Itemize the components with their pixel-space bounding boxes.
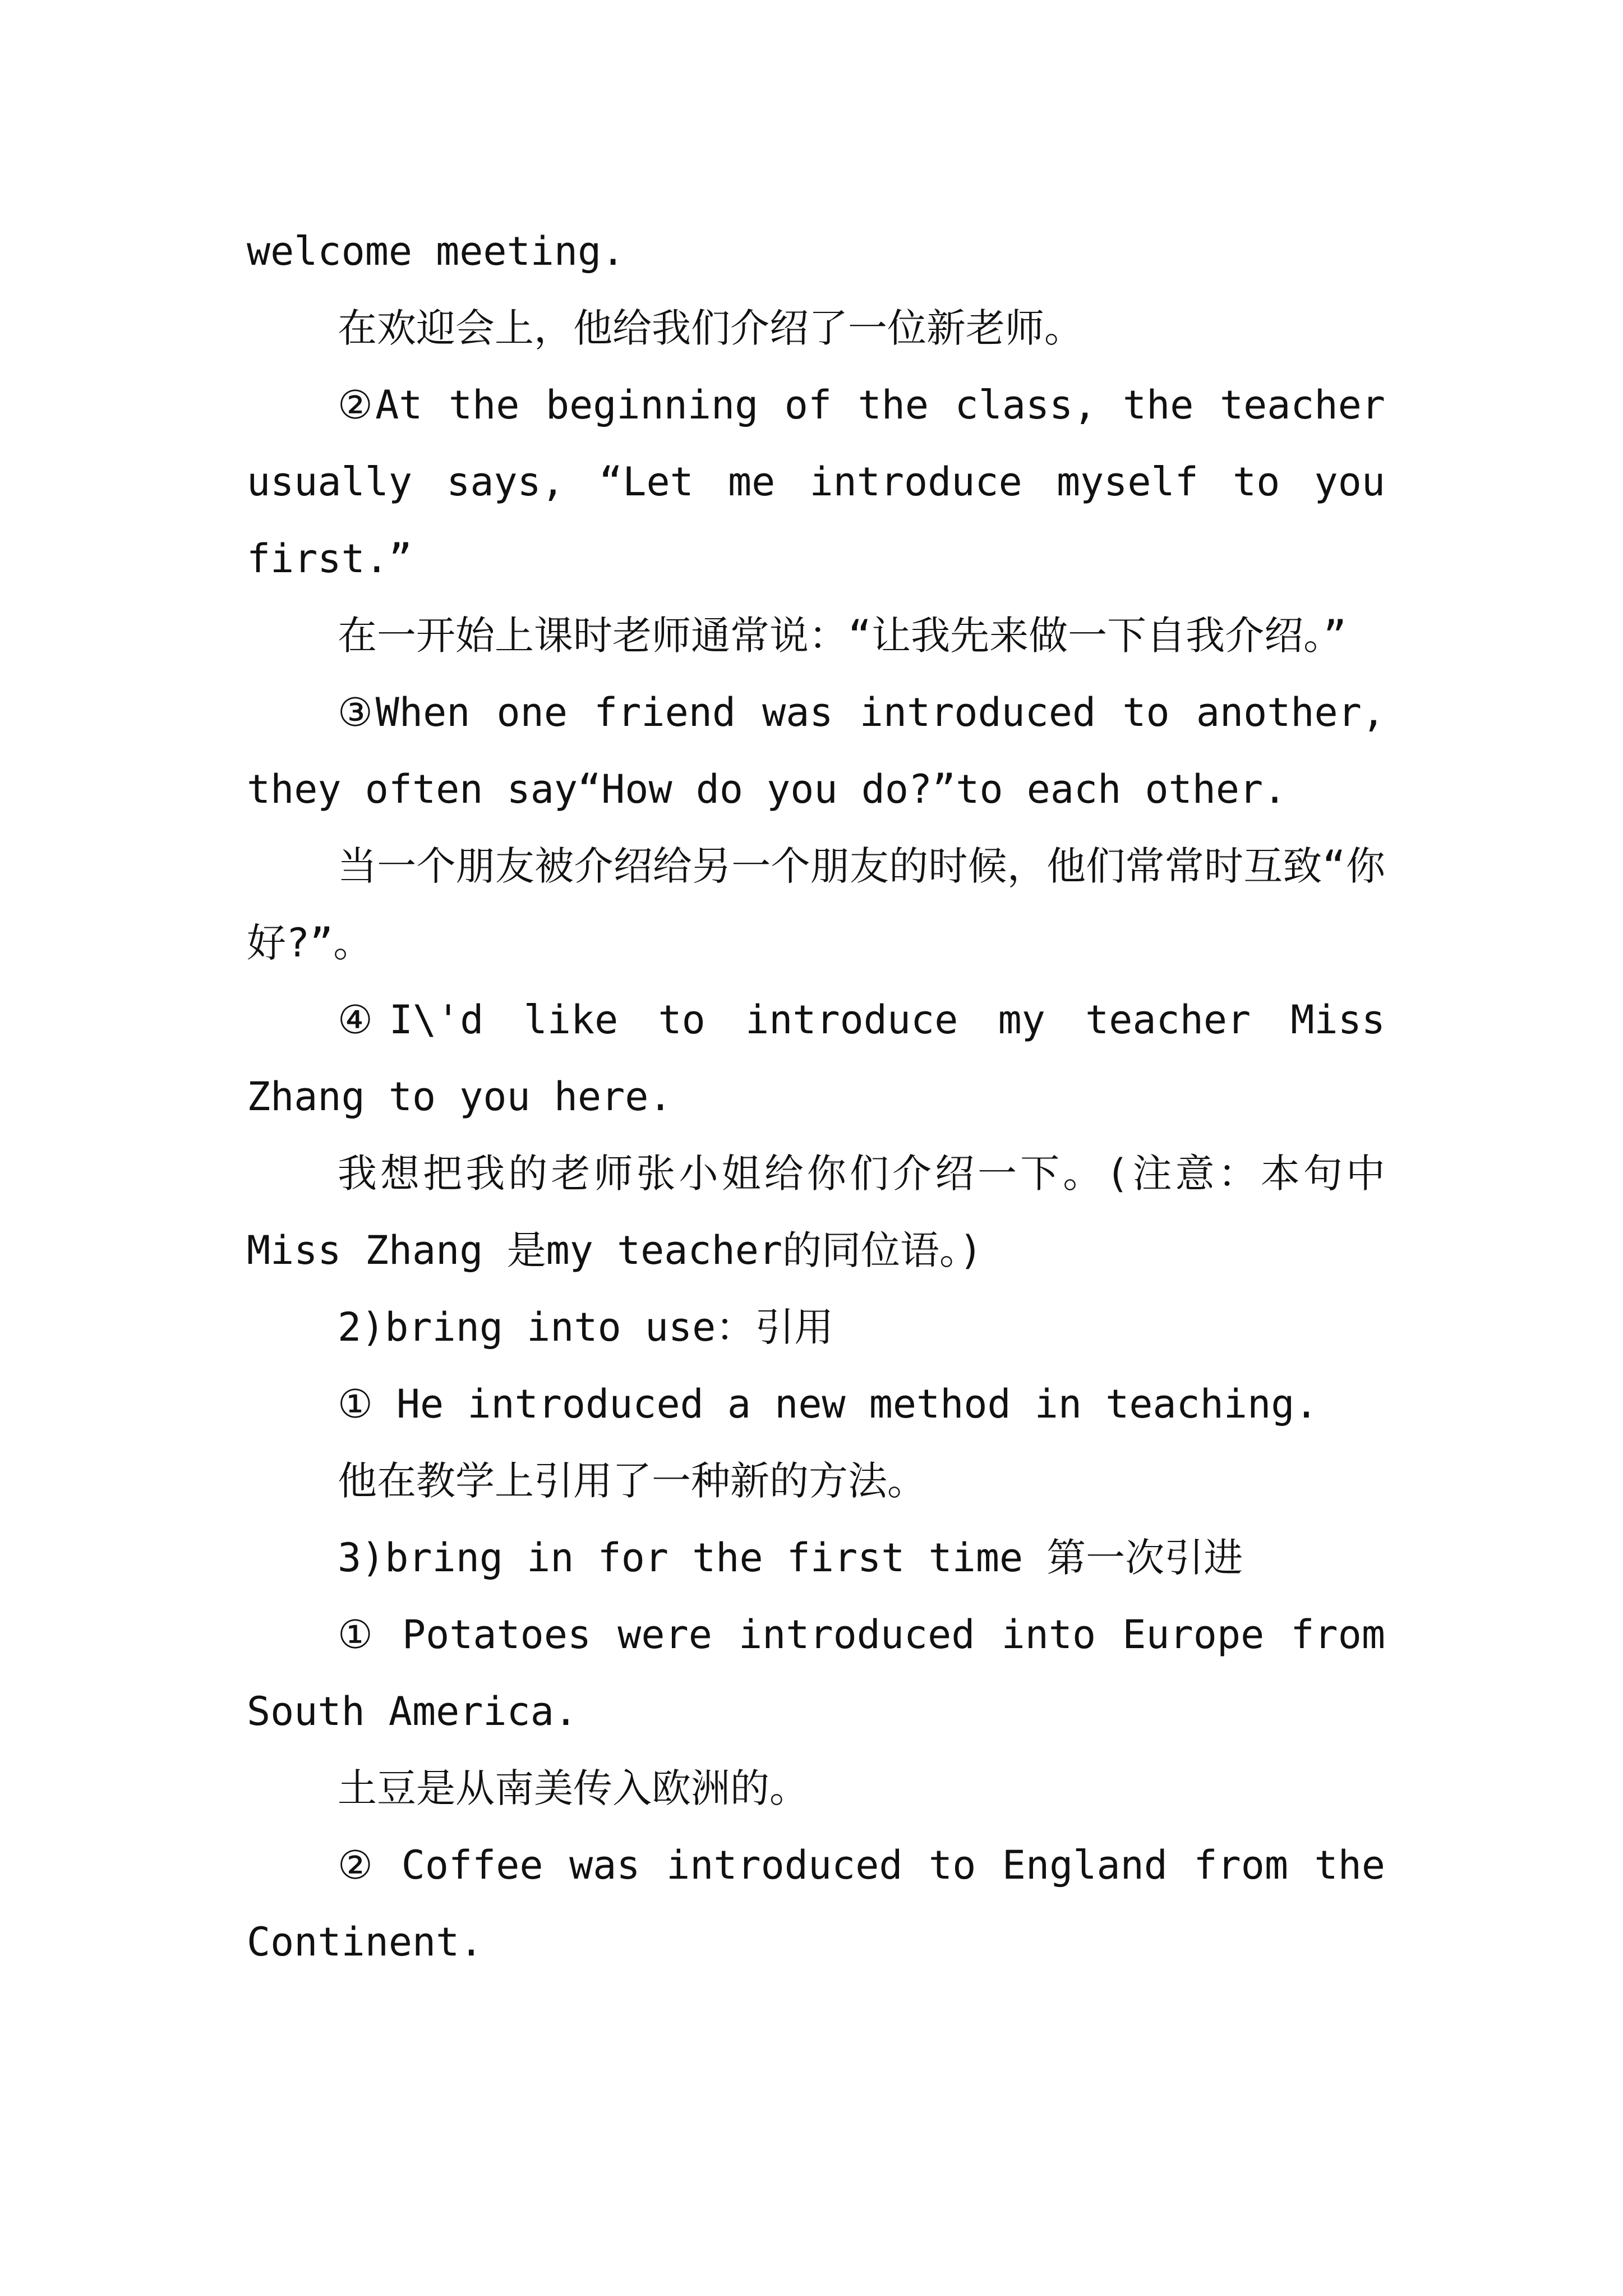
paragraph-9: 2)bring into use：引用 xyxy=(338,1304,834,1350)
paragraph-14: 土豆是从南美传入欧洲的。 xyxy=(338,1765,809,1811)
paragraph-10: ① He introduced a new method in teaching. xyxy=(338,1381,1318,1427)
paragraph-15: ② Coffee was introduced to England from the Continent. xyxy=(247,1842,1385,1965)
paragraph-7: ④I\'d like to introduce my teacher Miss Zhang to you here. xyxy=(247,997,1385,1120)
paragraph-1: welcome meeting. xyxy=(247,228,625,274)
paragraph-3: ②At the beginning of the class, the teacher usually says, “Let me introduce myself to you first.” xyxy=(247,382,1385,582)
document-page xyxy=(247,213,1385,1981)
paragraph-13: ① Potatoes were introduced into Europe from South America. xyxy=(247,1612,1385,1734)
paragraph-12: 3)bring in for the first time 第一次引进 xyxy=(338,1535,1243,1581)
paragraph-5: ③When one friend was introduced to another, they often say“How do you do?”to each other. xyxy=(247,689,1385,812)
paragraph-8: 我想把我的老师张小姐给你们介绍一下。(注意：本句中 Miss Zhang 是my teacher的同位语。) xyxy=(247,1151,1385,1273)
paragraph-2: 在欢迎会上，他给我们介绍了一位新老师。 xyxy=(338,305,1083,351)
paragraph-4: 在一开始上课时老师通常说：“让我先来做一下自我介绍。” xyxy=(338,613,1347,659)
paragraph-11: 他在教学上引用了一种新的方法。 xyxy=(338,1458,926,1504)
paragraph-6: 当一个朋友被介绍给另一个朋友的时候，他们常常时互致“你好?”。 xyxy=(247,843,1385,966)
